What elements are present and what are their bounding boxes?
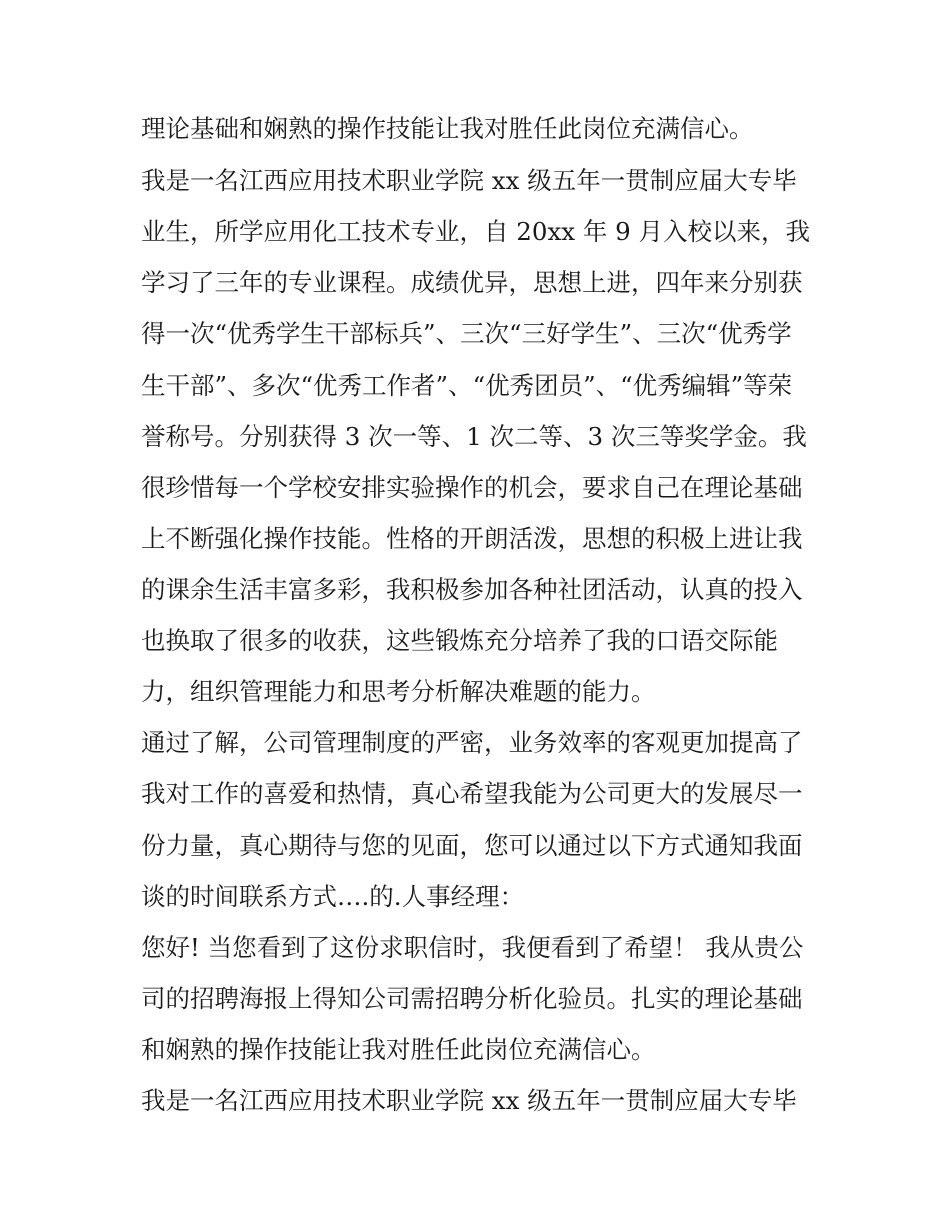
text-line: 学习了三年的专业课程。成绩优异，思想上进，四年来分别获 (141, 268, 803, 297)
text-line: 誉称号。分别获得 3 次一等、1 次二等、3 次三等奖学金。我 (141, 422, 807, 451)
text-line: 我是一名江西应用技术职业学院 xx 级五年一贯制应届大专毕 (141, 1086, 797, 1115)
text-line: 上不断强化操作技能。性格的开朗活泼，思想的积极上进让我 (141, 524, 803, 553)
text-line: 份力量，真心期待与您的见面，您可以通过以下方式通知我面 (141, 831, 803, 860)
text-line: 力，组织管理能力和思考分析解决难题的能力。 (141, 677, 656, 706)
text-line: 的课余生活丰富多彩，我积极参加各种社团活动，认真的投入 (141, 575, 803, 604)
text-line: 通过了解，公司管理制度的严密，业务效率的客观更加提高了 (141, 728, 803, 757)
text-line: 理论基础和娴熟的操作技能让我对胜任此岗位充满信心。 (141, 114, 754, 143)
text-line: 您好! 当您看到了这份求职信时，我便看到了希望！ 我从贵公 (141, 933, 804, 962)
text-line: 司的招聘海报上得知公司需招聘分析化验员。扎实的理论基础 (141, 984, 803, 1013)
text-line: 我对工作的喜爱和热情，真心希望我能为公司更大的发展尽一 (141, 779, 803, 808)
text-line: 我是一名江西应用技术职业学院 xx 级五年一贯制应届大专毕 (141, 166, 797, 195)
text-line: 也换取了很多的收获，这些锻炼充分培养了我的口语交际能 (141, 626, 778, 655)
text-line: 生干部”、多次“优秀工作者”、“优秀团员”、“优秀编辑”等荣 (141, 371, 793, 400)
text-line: 和娴熟的操作技能让我对胜任此岗位充满信心。 (141, 1035, 656, 1064)
text-line: 得一次“优秀学生干部标兵”、三次“三好学生”、三次“优秀学 (141, 319, 792, 348)
text-line: 业生，所学应用化工技术专业，自 20xx 年 9 月入校以来，我 (141, 217, 811, 246)
text-line: 谈的时间联系方式….的.人事经理： (141, 882, 525, 911)
text-line: 很珍惜每一个学校安排实验操作的机会，要求自己在理论基础 (141, 473, 803, 502)
